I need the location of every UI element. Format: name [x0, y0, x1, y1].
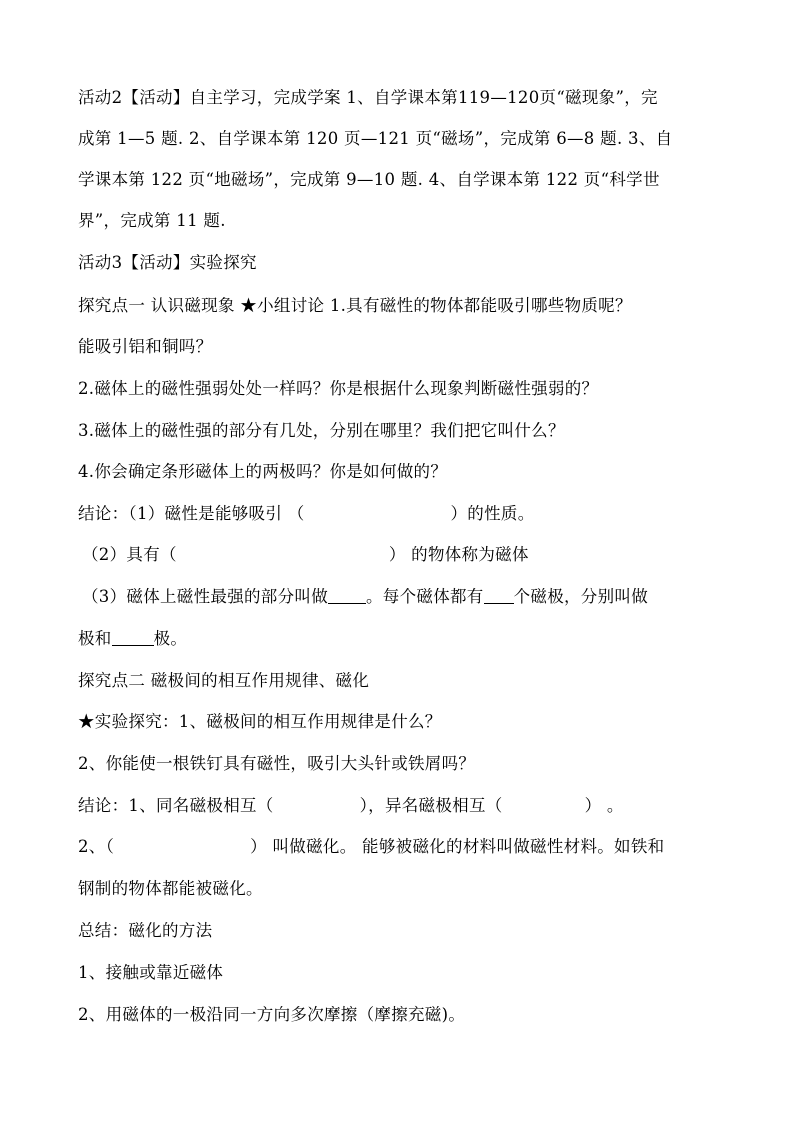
point1-question-4: 4.你会确定条形磁体上的两极吗？你是如何做的？: [78, 462, 448, 481]
activity2-line-1: 活动2【活动】自主学习，完成学案 1、自学课本第119—120页“磁现象”，完: [78, 88, 658, 107]
conclusion-3-part-d: 极和: [78, 629, 112, 648]
point2-title: 探究点二 磁极间的相互作用规律、磁化: [78, 671, 370, 690]
fill-blank: [112, 629, 154, 646]
point1-question-2: 2.磁体上的磁性强弱处处一样吗？你是根据什么现象判断磁性强弱的？: [78, 379, 599, 398]
activity2-line-2: 成第 1—5 题. 2、自学课本第 120 页—121 页“磁场”，完成第 6—8 题. 3、自: [78, 129, 673, 148]
summary-method-2: 2、用磁体的一极沿同一方向多次摩擦（摩擦充磁)。: [78, 1005, 466, 1024]
point2-conclusion-2: [78, 836, 728, 858]
conclusion-1-middle: ），异名磁极相互（: [359, 796, 503, 815]
conclusion-3-part-e: 极。: [153, 629, 188, 648]
conclusion-1-suffix: ）的性质。: [450, 504, 535, 523]
fill-blank: [484, 587, 514, 604]
fill-blank: [328, 587, 366, 604]
point1-line-2: 能吸引铝和铜吗？: [78, 337, 213, 356]
point1-question-3: 3.磁体上的磁性强的部分有几处，分别在哪里？我们把它叫什么？: [78, 421, 565, 440]
conclusion-1-prefix: 结论：1、同名磁极相互（: [78, 796, 274, 815]
conclusion-3-part-b: 。每个磁体都有: [366, 587, 484, 606]
summary-method-1: 1、接触或靠近磁体: [78, 963, 224, 982]
point1-conclusion-3: [82, 586, 732, 608]
point2-question-2: 2、你能使一根铁钉具有磁性，吸引大头针或铁屑吗？: [78, 754, 476, 773]
summary-title: 总结：磁化的方法: [78, 921, 213, 940]
conclusion-3-part-a: （3）磁体上磁性最强的部分叫做: [82, 587, 328, 606]
activity2-line-4: 界”，完成第 11 题.: [78, 211, 226, 230]
point1-conclusion-2: [82, 544, 732, 566]
point2-question-1: ★实验探究：1、磁极间的相互作用规律是什么？: [78, 712, 442, 731]
point2-conclusion-2-cont: 钢制的物体都能被磁化。: [78, 879, 263, 898]
activity2-line-3: 学课本第 122 页“地磁场”，完成第 9—10 题. 4、自学课本第 122 页“科学世: [78, 170, 660, 189]
conclusion-2-prefix: 2、（: [78, 837, 115, 856]
conclusion-2-suffix: ） 叫做磁化。 能够被磁化的材料叫做磁性材料。如铁和: [250, 837, 665, 856]
conclusion-2-suffix: ） 的物体称为磁体: [388, 545, 529, 564]
point1-conclusion-1: [78, 503, 728, 525]
activity3-title: 活动3【活动】实验探究: [78, 253, 257, 272]
conclusion-3-part-c: 个磁极，分别叫做: [513, 587, 649, 606]
conclusion-1-prefix: 结论：（1）磁性是能够吸引 （: [78, 504, 305, 523]
point1-line-1: 探究点一 认识磁现象 ★小组讨论 1.具有磁性的物体都能吸引哪些物质呢？: [78, 296, 632, 315]
point1-conclusion-3-cont: [78, 628, 728, 650]
conclusion-2-prefix: （2）具有（: [82, 545, 177, 564]
point2-conclusion-1: [78, 795, 728, 817]
conclusion-1-suffix: ） 。: [584, 796, 624, 815]
